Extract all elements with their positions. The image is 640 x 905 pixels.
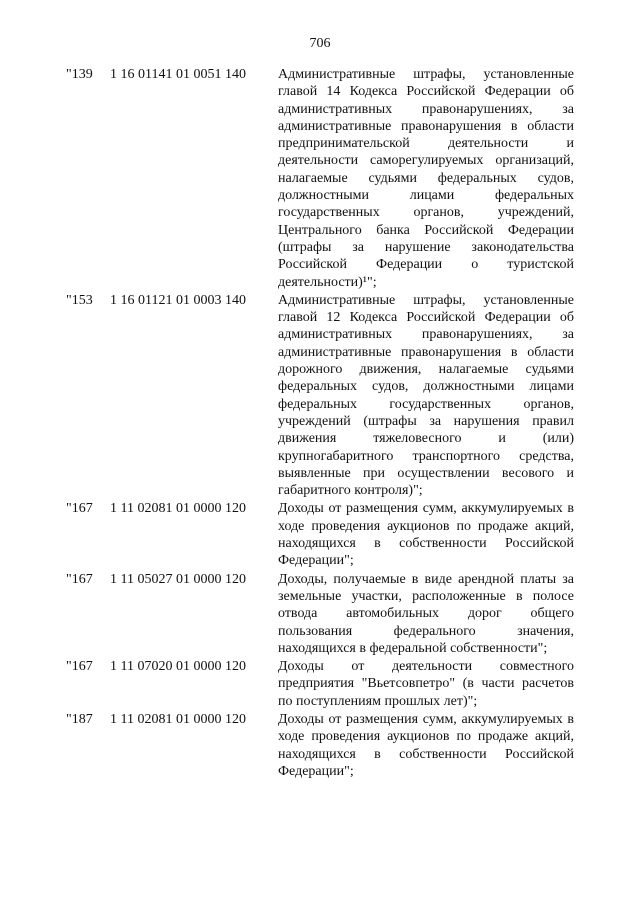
entry-budget-code: 1 11 02081 01 0000 120 [110, 501, 246, 517]
entry-budget-code: 1 16 01121 01 0003 140 [110, 292, 246, 308]
page-number: 706 [309, 36, 331, 51]
entry-admin-code: "187 [66, 711, 93, 727]
entry-budget-code: 1 16 01141 01 0051 140 [110, 67, 246, 82]
entry-budget-code: 1 11 07020 01 0000 120 [110, 659, 246, 675]
entry-admin-code: "153 [66, 292, 93, 308]
entry-budget-code: 1 11 05027 01 0000 120 [110, 571, 246, 587]
entry-admin-code: "167 [66, 659, 93, 675]
kbk-entry [66, 500, 586, 569]
kbk-entry [66, 711, 586, 780]
entry-admin-code: "167 [66, 501, 93, 517]
kbk-entry [66, 66, 586, 291]
kbk-entries-list [66, 66, 586, 780]
entry-description: Доходы от размещения сумм, аккумулируемых в ходе проведения аукционов по продаже акций, находящихся в собственности Российской Федерации"; [278, 711, 574, 779]
kbk-entry [66, 571, 586, 657]
entry-description: Административные штрафы, установленные главой 12 Кодекса Российской Федерации об административных правонарушениях, за административные правонарушения в области дорожного движения, налагаемые судьями федеральных судов, должностными лицами федеральных государственных органов, учреждений (штрафы за нарушения правил движения тяжеловесного и (или) крупногабаритного транспортного средства, выявленные при осуществлении весового и габаритного контроля)"; [278, 292, 574, 499]
entry-description: Доходы, получаемые в виде арендной платы за земельные участки, расположенные в полосе отвода автомобильных дорог общего пользования федерального значения, находящихся в федеральной собственности"; [278, 571, 574, 656]
kbk-entry [66, 658, 586, 710]
entry-admin-code: "167 [66, 571, 93, 587]
entry-description: Административные штрафы, установленные главой 14 Кодекса Российской Федерации об административных правонарушениях, за административные правонарушения в области предпринимательской деятельности и деятельности саморегулируемых организаций, налагаемые судьями федеральных судов, должностными лицами федеральных государственных органов, учреждений, Центрального банка Российской Федерации (штрафы за нарушение законодательства Российской Федерации о туристской деятельности)¹"; [278, 67, 574, 290]
entry-admin-code: "139 [66, 67, 93, 82]
kbk-entry [66, 292, 586, 500]
entry-budget-code: 1 11 02081 01 0000 120 [110, 711, 246, 727]
entry-description: Доходы от размещения сумм, аккумулируемых в ходе проведения аукционов по продаже акций, находящихся в собственности Российской Федерации"; [278, 501, 574, 569]
entry-description: Доходы от деятельности совместного предприятия "Вьетсовпетро" (в части расчетов по поступлениям прошлых лет)"; [278, 659, 574, 709]
